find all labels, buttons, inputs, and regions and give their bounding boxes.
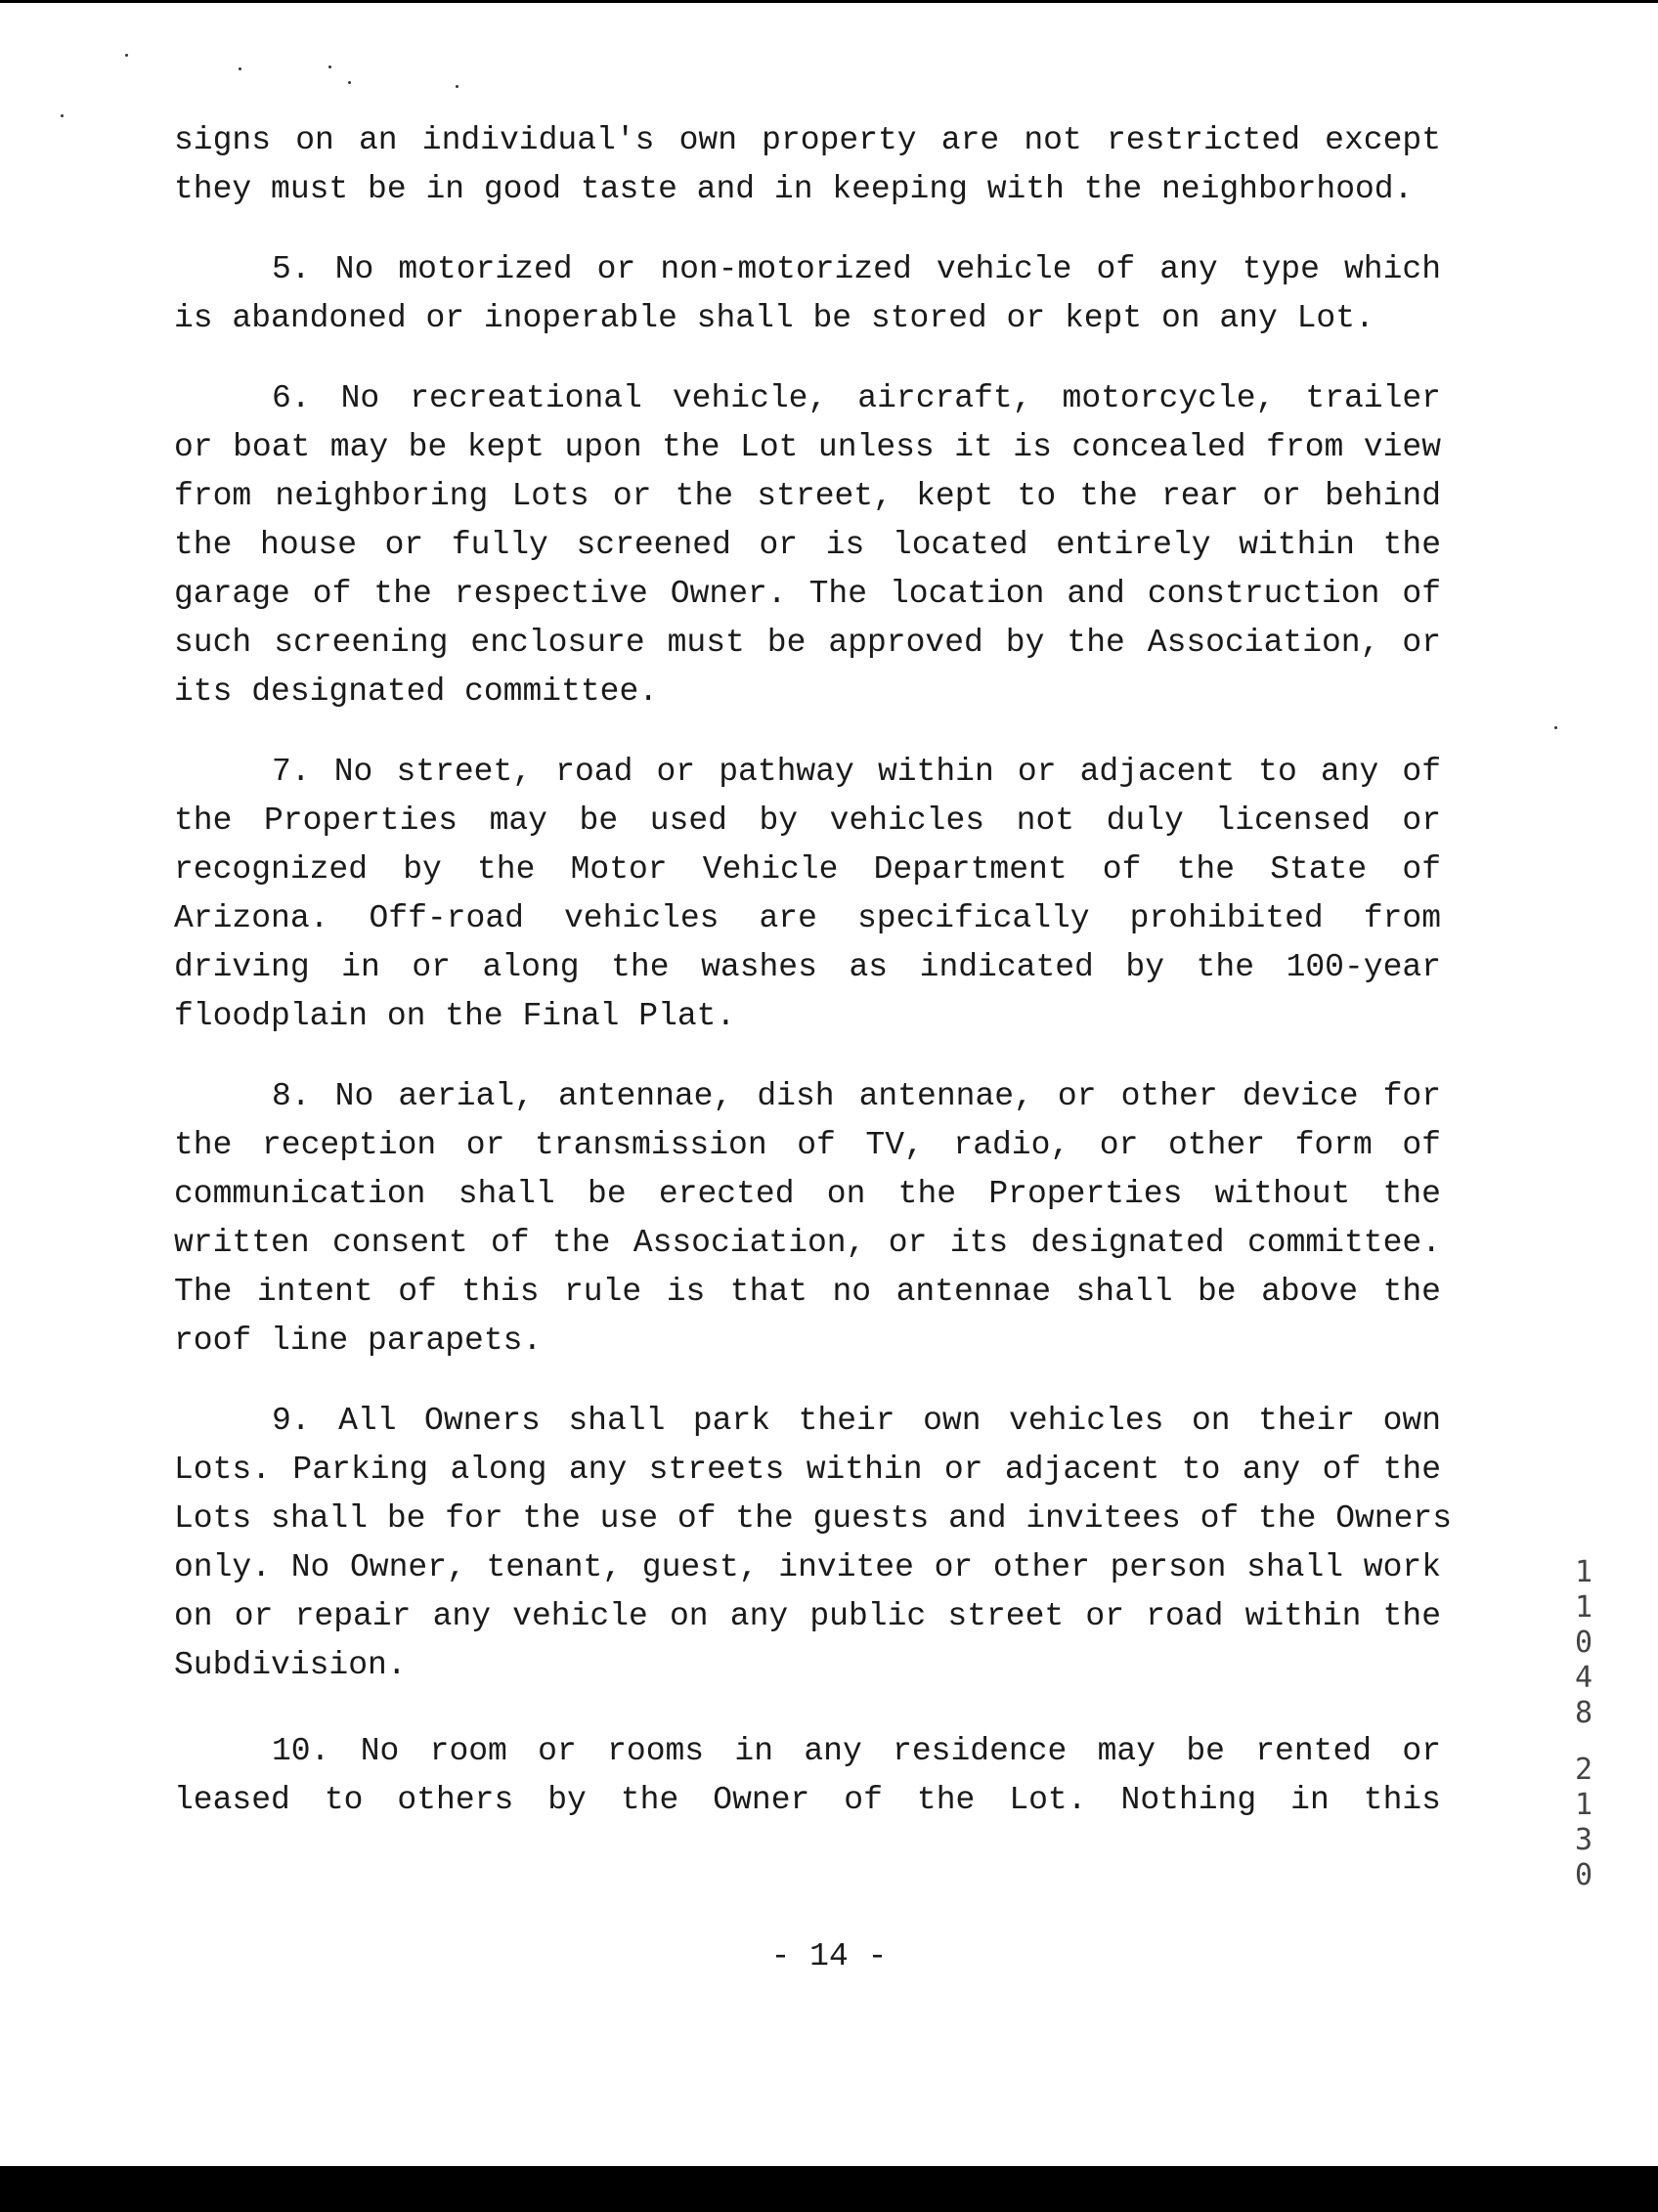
- scan-speck: [1554, 726, 1557, 729]
- margin-stamp-digit: 8: [1574, 1696, 1593, 1730]
- document-line: garage of the respective Owner. The location and construction of: [174, 576, 1441, 612]
- document-line: signs on an individual's own property are not restricted except: [174, 122, 1441, 158]
- document-line: recognized by the Motor Vehicle Department of the State of: [174, 851, 1441, 888]
- margin-stamp-digit: 0: [1574, 1626, 1593, 1660]
- document-line: 9. All Owners shall park their own vehicles on their own: [272, 1403, 1441, 1439]
- margin-stamp-digit: 3: [1574, 1823, 1593, 1857]
- document-line: Lots. Parking along any streets within or adjacent to any of the: [174, 1452, 1441, 1488]
- document-line: the Properties may be used by vehicles not duly licensed or: [174, 802, 1441, 839]
- document-line: Subdivision.: [174, 1647, 407, 1683]
- scan-speck: [456, 85, 458, 88]
- margin-stamp-digit: 0: [1574, 1858, 1593, 1892]
- document-line: The intent of this rule is that no antennae shall be above the: [174, 1274, 1441, 1310]
- document-line: from neighboring Lots or the street, kept to the rear or behind: [174, 478, 1441, 514]
- document-line: driving in or along the washes as indicated by the 100-year: [174, 949, 1441, 985]
- margin-stamp-digit: 1: [1574, 1555, 1593, 1589]
- scan-speck: [348, 81, 351, 84]
- document-line: floodplain on the Final Plat.: [174, 998, 736, 1034]
- margin-stamp-digit: 4: [1574, 1661, 1593, 1695]
- document-line: 7. No street, road or pathway within or adjacent to any of: [272, 754, 1441, 790]
- document-line: 10. No room or rooms in any residence may be rented or: [272, 1733, 1441, 1769]
- scan-speck: [328, 65, 331, 68]
- document-line: only. No Owner, tenant, guest, invitee or other person shall work: [174, 1549, 1441, 1585]
- margin-stamp-digit: 1: [1574, 1590, 1593, 1625]
- scan-speck: [61, 114, 64, 117]
- document-line: 5. No motorized or non-motorized vehicle of any type which: [272, 251, 1441, 287]
- document-line: Arizona. Off-road vehicles are specifically prohibited from: [174, 900, 1441, 936]
- document-line: the reception or transmission of TV, radio, or other form of: [174, 1127, 1441, 1163]
- document-line: 6. No recreational vehicle, aircraft, motorcycle, trailer: [272, 380, 1441, 416]
- document-line: Lots shall be for the use of the guests and invitees of the Owners: [174, 1500, 1453, 1537]
- page-number: - 14 -: [770, 1938, 888, 1974]
- scan-speck: [239, 67, 241, 70]
- document-line: they must be in good taste and in keeping with the neighborhood.: [174, 171, 1414, 207]
- document-line: roof line parapets.: [174, 1323, 543, 1359]
- document-line: 8. No aerial, antennae, dish antennae, or other device for: [272, 1078, 1441, 1114]
- document-line: communication shall be erected on the Properties without the: [174, 1176, 1441, 1212]
- margin-stamp-digit: 2: [1574, 1753, 1593, 1787]
- document-line: its designated committee.: [174, 673, 659, 710]
- document-line: such screening enclosure must be approved by the Association, or: [174, 625, 1441, 661]
- document-line: written consent of the Association, or its designated committee.: [174, 1225, 1441, 1261]
- document-line: on or repair any vehicle on any public street or road within the: [174, 1598, 1441, 1634]
- margin-stamp-digit: 1: [1574, 1788, 1593, 1822]
- document-line: or boat may be kept upon the Lot unless it is concealed from view: [174, 429, 1441, 465]
- document-line: is abandoned or inoperable shall be stored or kept on any Lot.: [174, 300, 1374, 336]
- document-line: the house or fully screened or is located entirely within the: [174, 527, 1441, 563]
- document-line: leased to others by the Owner of the Lot. Nothing in this: [174, 1782, 1441, 1818]
- scan-speck: [125, 54, 128, 57]
